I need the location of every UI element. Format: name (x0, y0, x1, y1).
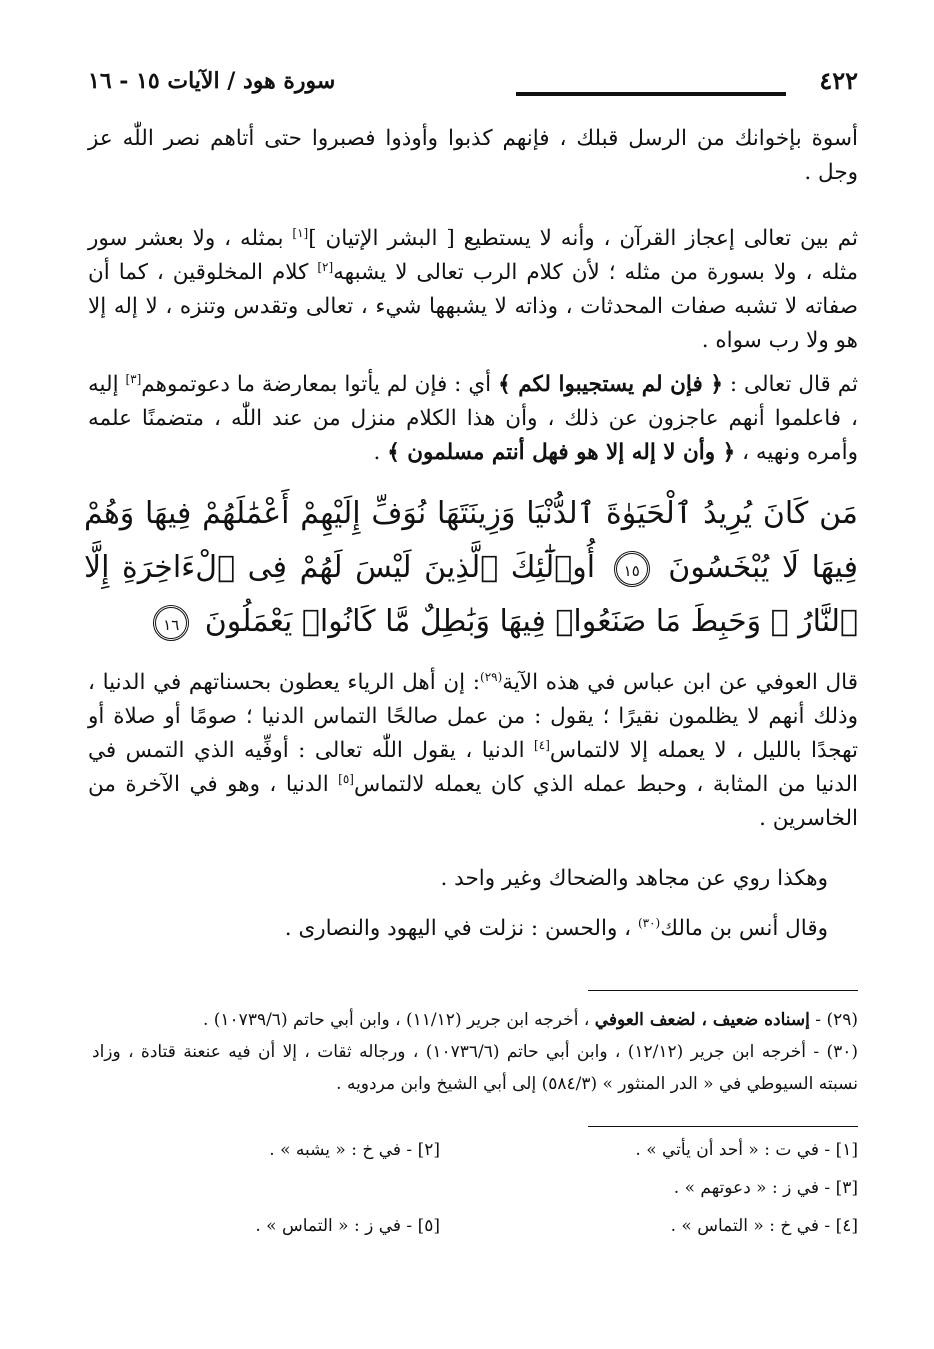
paragraph-4 (88, 666, 858, 836)
paragraph-3-text-c: إليه ، فاعلموا أنهم عاجزون عن ذلك ، وأن هذا الكلام منزل من عند اللّٰه ، متضمنًا علمه وأمره ونهيه ، (88, 372, 858, 465)
footnote-ref-3: [٣] (125, 371, 142, 386)
ayah-15-text: مَن كَانَ يُرِيدُ ٱلْحَيَوٰةَ ٱلدُّنْيَا وَزِينَتَهَا نُوَفِّ إِلَيْهِمْ أَعْمَٰلَهُمْ فِيهَا وَهُمْ فِيهَا لَا يُبْخَسُونَ (84, 496, 858, 585)
paragraph-1-text: أسوة بإخوانك من الرسل قبلك ، فإنهم كذبوا وأوذوا فصبروا حتى أتاهم نصر اللّٰه عز وجل . (88, 126, 858, 185)
footnote-29 (92, 1004, 858, 1036)
paragraph-6-text-b: ، والحسن : نزلت في اليهود والنصارى . (284, 916, 638, 941)
footnote-29-text: ، أخرجه ابن جرير (١١/١٢) ، وابن أبي حاتم (١٠٧٣٩/٦) . (202, 1010, 595, 1030)
footnote-ref-4: [٤] (534, 737, 550, 752)
paragraph-5 (88, 862, 858, 896)
variant-note-5: [٥] - في ز : « التماس » . (255, 1216, 440, 1236)
footnote-29-number: (٢٩) - (809, 1010, 858, 1030)
footnote-29-grading: إسناده ضعيف ، لضعف العوفي (594, 1010, 810, 1030)
footnote-30: (٣٠) - أخرجه ابن جرير (١٢/١٢) ، وابن أبي حاتم (١٠٧٣٦/٦) ، ورجاله ثقات ، إلا أن فيه عنعنة قتادة ، وزاد نسبته السيوطي في « الدر المنثور » (٥٨٤/٣) إلى أبي الشيخ وابن مردويه . (92, 1042, 858, 1094)
paragraph-3-text-d: . (373, 440, 388, 465)
variant-note-1: [١] - في ت : « أحد أن يأتي » . (635, 1140, 858, 1160)
paragraph-5-text: وهكذا روي عن مجاهد والضحاك وغير واحد . (440, 866, 828, 891)
source-footnotes (92, 1004, 858, 1100)
ayah-16-text: أُو۟لَٰٓئِكَ ٱلَّذِينَ لَيْسَ لَهُمْ فِى ٱلْءَاخِرَةِ إِلَّا ٱلنَّارُ ۖ وَحَبِطَ مَا صَنَعُوا۟ فِيهَا وَبَٰطِلٌ مَّا كَانُوا۟ يَعْمَلُونَ (84, 550, 858, 639)
variants-divider (588, 1126, 858, 1127)
paragraph-6-text-a: وقال أنس بن مالك (660, 916, 828, 941)
paragraph-2 (88, 222, 858, 358)
paragraph-2-text-c: كلام المخلوقين ، كما أن صفاته لا تشبه صفات المحدثات ، وذاته لا يشبهها شيء ، تعالى وتقدس وتنزه ، لا إله إلا هو ولا رب سواه . (88, 260, 858, 353)
quran-verses-block (84, 487, 858, 649)
ayah-16-marker: ١٦ (153, 605, 189, 641)
footnote-ref-1: [١] (292, 225, 309, 240)
quran-quote-1: ﴿ فإن لم يستجيبوا لكم ﴾ (498, 372, 723, 397)
page-number: ٤٢٢ (819, 66, 858, 95)
ayah-15-marker: ١٥ (614, 551, 650, 587)
variant-notes (92, 1140, 858, 1250)
quran-quote-2: ﴿ وأن لا إله إلا هو فهل أنتم مسلمون ﴾ (387, 440, 736, 465)
variant-note-2: [٢] - في خ : « يشبه » . (269, 1140, 440, 1160)
variant-note-4: [٤] - في خ : « التماس » . (670, 1216, 858, 1236)
paragraph-6 (88, 912, 858, 946)
footnote-ref-5: [٥] (338, 771, 354, 786)
paragraph-4-text-c: الدنيا ، يقول اللّٰه تعالى : أوفِّيه الذي التمس في الدنيا من المثابة ، وحبط عمله الذي كان يعمله لالتماس (88, 738, 859, 797)
paragraph-4-text-b: : إن أهل الرياء يعطون بحسناتهم في الدنيا ، وذلك أنهم لا يظلمون نقيرًا ؛ يقول : من عمل صالحًا التماس الدنيا ؛ صومًا أو صلاة أو تهجدًا بالليل ، لا يعمله إلا لالتماس (88, 670, 859, 763)
header-rule (516, 92, 786, 96)
footnotes-divider (588, 990, 858, 991)
paragraph-2-text-a: ثم بين تعالى إعجاز القرآن ، وأنه لا يستطيع [ البشر الإتيان ] (308, 226, 858, 251)
footnote-ref-29: (٢٩) (480, 669, 503, 684)
paragraph-3 (88, 368, 858, 470)
paragraph-2-text-b: بمثله ، ولا بعشر سور مثله ، ولا بسورة من مثله ؛ لأن كلام الرب تعالى لا يشبهه (88, 226, 859, 285)
footnote-ref-30: (٣٠) (637, 915, 661, 930)
footnote-ref-2: [٢] (317, 259, 334, 274)
variant-note-3: [٣] - في ز : « دعوتهم » . (673, 1178, 858, 1198)
paragraph-3-text-b: أي : فإن لم يأتوا بمعارضة ما دعوتموهم (141, 372, 499, 397)
page-header (88, 66, 858, 110)
paragraph-4-text-a: قال العوفي عن ابن عباس في هذه الآية (502, 670, 859, 695)
paragraph-4-text-d: الدنيا ، وهو في الآخرة من الخاسرين . (88, 772, 858, 831)
running-title: سورة هود / الآيات ١٥ - ١٦ (88, 68, 336, 94)
paragraph-1 (88, 122, 858, 190)
paragraph-3-text-a: ثم قال تعالى : (722, 372, 858, 397)
